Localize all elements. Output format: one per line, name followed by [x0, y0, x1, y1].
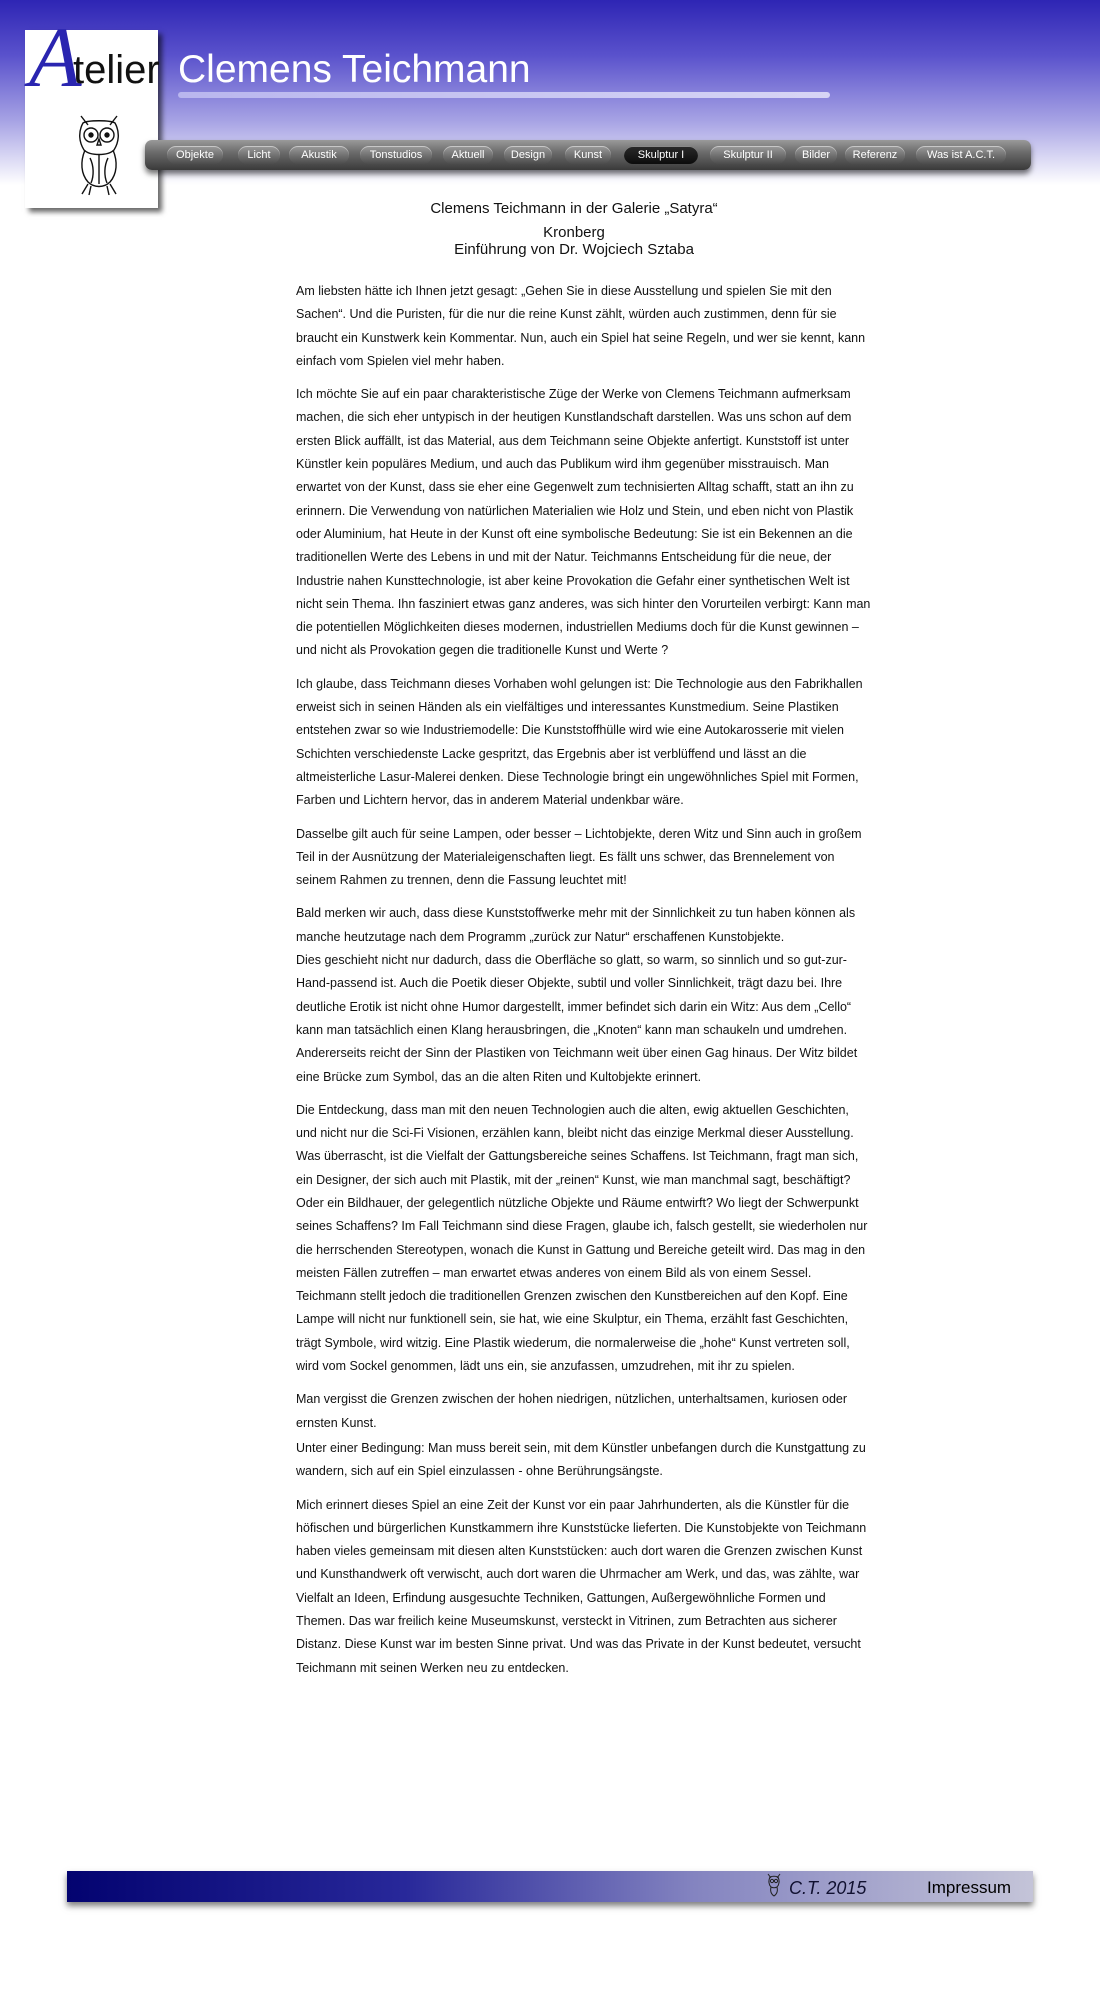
article-paragraph: Unter einer Bedingung: Man muss bereit sein, mit dem Künstler unbefangen durch die Kunstgattung zu wandern, sich auf ein Spiel einzulassen - ohne Berührungsängste. [296, 1440, 866, 1479]
article-paragraph: Man vergisst die Grenzen zwischen der hohen niedrigen, nützlichen, unterhaltsamen, kuriosen oder ernsten Kunst. [296, 1392, 848, 1430]
nav-item-skulptur-2[interactable]: Skulptur II [710, 146, 786, 164]
article-paragraph: Mich erinnert dieses Spiel an eine Zeit der Kunst vor ein paar Jahrhunderten, als die Künstler für die höfischen und bürgerlichen Kunstkammern ihre Kunststücke lieferten. Die Kunstobjekte von Teichmann haben vieles gemeinsam mit diesen alten Kunststücken: auch dort waren die Grenzen zwischen Kunst und Kunsthandwerk oft verwischt, auch dort waren die Uhrmacher am Werk, und das, was zählte, war Vielfalt an Ideen, Erfindung ausgesuchte Techniken, Gattungen, Außergewöhnliche Formen und Themen. Das war freilich keine Museumskunst, versteckt in Vitrinen, zum Betrachten aus sicherer Distanz. Diese Kunst war im besten Sinne privat. Und was das Private in der Kunst bedeutet, versucht Teichmann mit seinen Werken neu zu entdecken. [296, 1497, 867, 1675]
footer [67, 1871, 1033, 1902]
nav-item-tonstudios[interactable]: Tonstudios [360, 146, 432, 164]
article-title-line: Einführung von Dr. Wojciech Sztaba [454, 241, 694, 258]
nav-item-kunst[interactable]: Kunst [565, 146, 611, 164]
nav-item-bilder[interactable]: Bilder [795, 146, 837, 164]
nav-item-referenz[interactable]: Referenz [845, 146, 905, 164]
article-paragraph: Die Entdeckung, dass man mit den neuen Technologien auch die alten, ewig aktuellen Geschichten, und nicht nur die Sci-Fi Visionen, erzählen kann, bleibt nicht das einzige Merkmal dieser Ausstellung. Was überrascht, ist die Vielfalt der Gattungsbereiche seines Schaffens. Ist Teichmann, fragt man sich, ein Designer, der sich auch mit Plastik, mit der „reinen“ Kunst, wie man manchmal sagt, beschäftigt? Oder ein Bildhauer, der gelegentlich nützliche Objekte und Räume entwirft? Wo liegt der Schwerpunkt seines Schaffens? Im Fall Teichmann sind diese Fragen, glaube ich, falsch gestellt, sie wiederholen nur die herrschenden Stereotypen, wonach die Kunst in Gattung und Bereiche geteilt wird. Das mag in den meisten Fällen zutreffen – man erwartet etwas anderes von einem Bild als von einem Sessel. Teichmann stellt jedoch die traditionellen Grenzen zwischen den Kunstbereichen auf den Kopf. Eine Lampe will nicht nur funktionell sein, sie hat, wie eine Skulptur, ein Thema, erzählt fast Geschichten, trägt Symbole, wird witzig. Eine Plastik wiederum, die normalerweise die „hohe“ Kunst vertreten soll, wird vom Sockel genommen, lädt uns ein, sie anzufassen, umzudrehen, mit ihr zu spielen. [296, 1102, 868, 1374]
nav-item-licht[interactable]: Licht [238, 146, 280, 164]
nav-item-aktuell[interactable]: Aktuell [443, 146, 493, 164]
article-title-line: Kronberg [543, 224, 605, 241]
impressum-link[interactable]: Impressum [927, 1878, 1012, 1897]
nav-item-skulptur-1[interactable]: Skulptur I [624, 146, 698, 164]
main-nav [145, 140, 1031, 170]
article-title [276, 200, 872, 258]
nav-item-objekte[interactable]: Objekte [167, 146, 223, 164]
article-paragraph: Ich möchte Sie auf ein paar charakteristische Züge der Werke von Clemens Teichmann aufmerksam machen, die sich eher untypisch in der heutigen Kunstlandschaft darstellen. Was uns schon auf dem ersten Blick auffällt, ist das Material, aus dem Teichmann seine Objekte anfertigt. Kunststoff ist unter Künstler kein populäres Medium, und auch das Publikum wird ihm gegenüber misstrauisch. Man erwartet von der Kunst, dass sie eher eine Gegenwelt zum technisierten Alltag schafft, statt an ihn zu erinnern. Die Verwendung von natürlichen Materialien wie Holz und Stein, und eben nicht von Plastik oder Aluminium, hat Heute in der Kunst oft eine symbolische Bedeutung: Sie ist ein Bekennen an die traditionellen Werte des Lebens in und mit der Natur. Teichmanns Entscheidung für die neue, der Industrie nahen Kunsttechnologie, ist aber keine Provokation die Gefahr einer synthetischen Welt ist nicht sein Thema. Ihn fasziniert etwas ganz anderes, was sich hinter den Vorurteilen verbirgt: Kann man die potentiellen Möglichkeiten dieses modernen, industriellen Mediums doch für die Kunst gewinnen – und nicht als Provokation gegen die traditionelle Kunst und Werte ? [296, 387, 871, 658]
copyright: C.T. 2015 [789, 1878, 867, 1898]
title-underline [178, 92, 830, 98]
article-paragraph: Dasselbe gilt auch für seine Lampen, oder besser – Lichtobjekte, deren Witz und Sinn auch in großem Teil in der Ausnützung der Materialeigenschaften liegt. Es fällt uns schwer, das Brennelement von seinem Rahmen zu trennen, denn die Fassung leuchtet mit! [296, 826, 862, 888]
logo-word: telier [73, 48, 160, 92]
article-paragraph: Am liebsten hätte ich Ihnen jetzt gesagt: „Gehen Sie in diese Ausstellung und spielen Sie mit den Sachen“. Und die Puristen, für die nur die reine Kunst zählt, würden auch zustimmen, denn für sie braucht ein Kunstwerk kein Kommentar. Nun, auch ein Spiel hat seine Regeln, und wer sie kennt, kann einfach vom Spielen viel mehr haben. [296, 284, 866, 368]
nav-item-akustik[interactable]: Akustik [289, 146, 349, 164]
atelier-logo[interactable] [25, 9, 160, 208]
article-paragraph: Dies geschieht nicht nur dadurch, dass die Oberfläche so glatt, so warm, so sinnlich und so gut-zur-Hand-passend ist. Auch die Poetik dieser Objekte, subtil und voller Sinnlichkeit, trägt dazu bei. Ihre deutliche Erotik ist nicht ohne Humor dargestellt, immer befindet sich darin ein Witz: Aus dem „Cello“ kann man tatsächlich einen Klang herausbringen, die „Knoten“ kann man schaukeln und umdrehen. Andererseits reicht der Sinn der Plastiken von Teichmann weit über einen Gag hinaus. Der Witz bildet eine Brücke zum Symbol, das an die alten Riten und Kultobjekte erinnert. [296, 953, 858, 1084]
nav-item-design[interactable]: Design [504, 146, 552, 164]
logo-letter: A [29, 9, 82, 105]
owl-icon [72, 110, 126, 196]
site-title: Clemens Teichmann [178, 48, 531, 91]
owl-icon [766, 1873, 782, 1897]
article-paragraph: Ich glaube, dass Teichmann dieses Vorhaben wohl gelungen ist: Die Technologie aus den Fabrikhallen erweist sich in seinen Händen als ein vielfältiges und interessantes Kunstmedium. Seine Plastiken entstehen zwar so wie Industriemodelle: Die Kunststoffhülle wird wie eine Autokarosserie mit vielen Schichten verschiedenste Lacke gespritzt, das Ergebnis aber ist verblüffend und lässt an die altmeisterliche Lasur-Malerei denken. Diese Technologie bringt ein ungewöhnliches Spiel mit Formen, Farben und Lichtern hervor, das in anderem Material undenkbar wäre. [296, 676, 863, 808]
nav-item-was-ist-act[interactable]: Was ist A.C.T. [916, 146, 1006, 164]
article-paragraph: Bald merken wir auch, dass diese Kunststoffwerke mehr mit der Sinnlichkeit zu tun haben können als manche heutzutage nach dem Programm „zurück zur Natur“ erschaffenen Kunstobjekte. [296, 906, 856, 944]
article [296, 200, 872, 1690]
article-title-line: Clemens Teichmann in der Galerie „Satyra“ [430, 200, 718, 217]
